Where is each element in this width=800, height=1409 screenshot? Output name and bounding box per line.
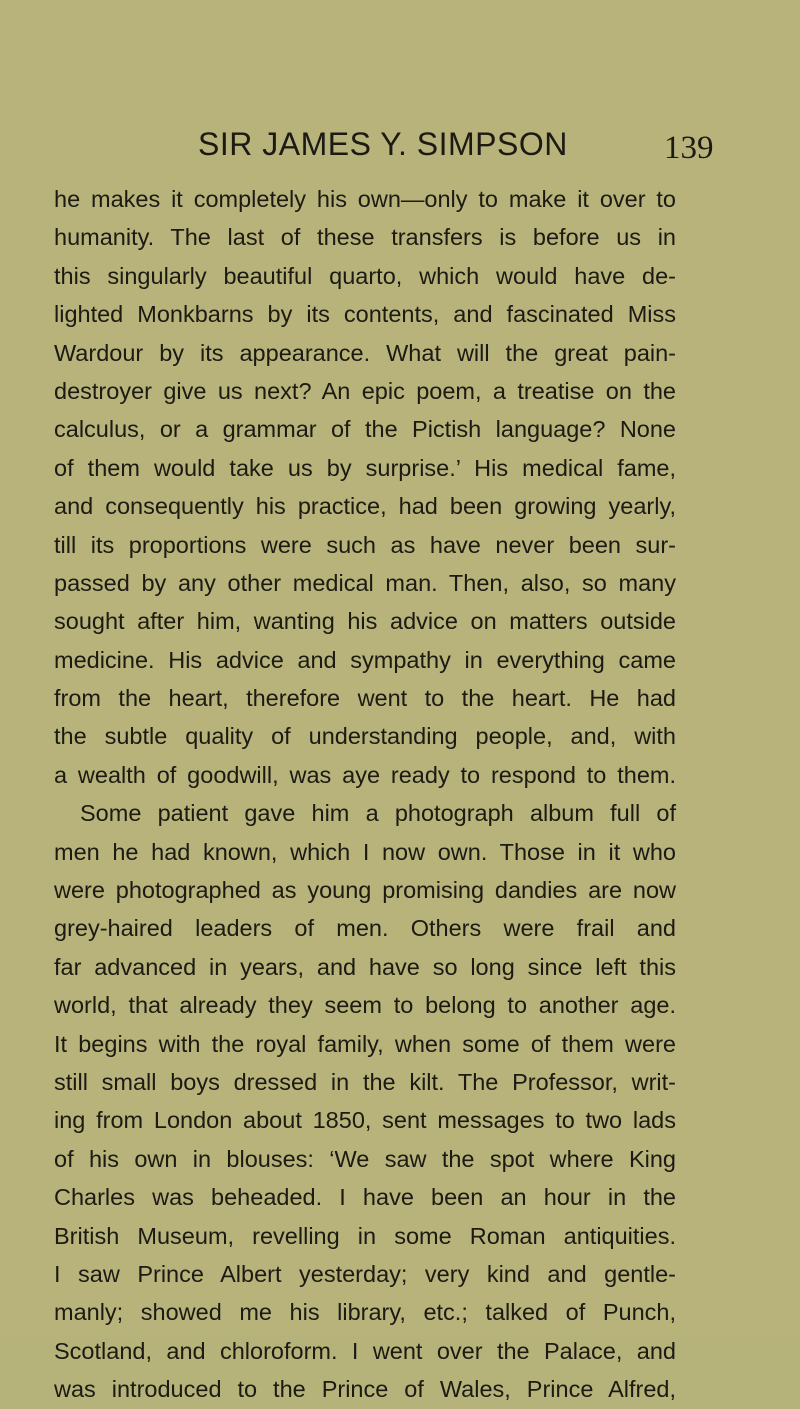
text-line: medicine. His advice and sympathy in everything came — [54, 646, 676, 673]
text-line: the subtle quality of understanding people, and, with — [54, 723, 676, 750]
text-line: humanity. The last of these transfers is before us in — [54, 224, 676, 251]
text-line: far advanced in years, and have so long since left this — [54, 953, 676, 980]
text-line: and consequently his practice, had been growing yearly, — [54, 493, 676, 520]
text-line: of them would take us by surprise.’ His medical fame, — [54, 454, 676, 481]
running-head: SIR JAMES Y. SIMPSON — [198, 126, 568, 162]
text-line: he makes it completely his own—only to make it over to — [54, 186, 676, 212]
text-line: It begins with the royal family, when some of them were — [54, 1030, 676, 1057]
text-line: ing from London about 1850, sent messages to two lads — [54, 1107, 676, 1134]
text-line: was introduced to the Prince of Wales, Prince Alfred, — [54, 1376, 676, 1403]
text-line: till its proportions were such as have never been sur- — [54, 531, 676, 558]
text-line: Some patient gave him a photograph album full of — [80, 800, 676, 827]
text-line: sought after him, wanting his advice on matters outside — [54, 608, 676, 635]
text-line: still small boys dressed in the kilt. The Professor, writ- — [54, 1068, 676, 1095]
text-line: manly; showed me his library, etc.; talked of Punch, — [54, 1299, 676, 1326]
text-line: lighted Monkbarns by its contents, and fascinated Miss — [54, 301, 676, 328]
text-line: this singularly beautiful quarto, which would have de- — [54, 262, 676, 289]
text-line: British Museum, revelling in some Roman antiquities. — [54, 1222, 676, 1249]
text-line: destroyer give us next? An epic poem, a treatise on the — [54, 377, 676, 404]
page-number: 139 — [664, 130, 714, 166]
text-line: passed by any other medical man. Then, also, so many — [54, 569, 676, 596]
text-line: world, that already they seem to belong to another age. — [54, 992, 676, 1019]
page-header — [0, 124, 800, 170]
text-line: I saw Prince Albert yesterday; very kind and gentle- — [54, 1260, 676, 1287]
text-line: from the heart, therefore went to the heart. He had — [54, 685, 676, 712]
body-text — [54, 180, 676, 1409]
text-line: a wealth of goodwill, was aye ready to respond to them. — [54, 761, 676, 788]
text-line: Scotland, and chloroform. I went over the Palace, and — [54, 1337, 676, 1364]
text-line: Wardour by its appearance. What will the great pain- — [54, 339, 676, 366]
text-line: grey-haired leaders of men. Others were frail and — [54, 915, 676, 942]
text-line: Charles was beheaded. I have been an hour in the — [54, 1184, 676, 1211]
text-line: calculus, or a grammar of the Pictish language? None — [54, 416, 676, 443]
text-line: of his own in blouses: ‘We saw the spot where King — [54, 1145, 676, 1172]
text-line: were photographed as young promising dandies are now — [54, 877, 676, 904]
text-line: men he had known, which I now own. Those in it who — [54, 838, 676, 865]
